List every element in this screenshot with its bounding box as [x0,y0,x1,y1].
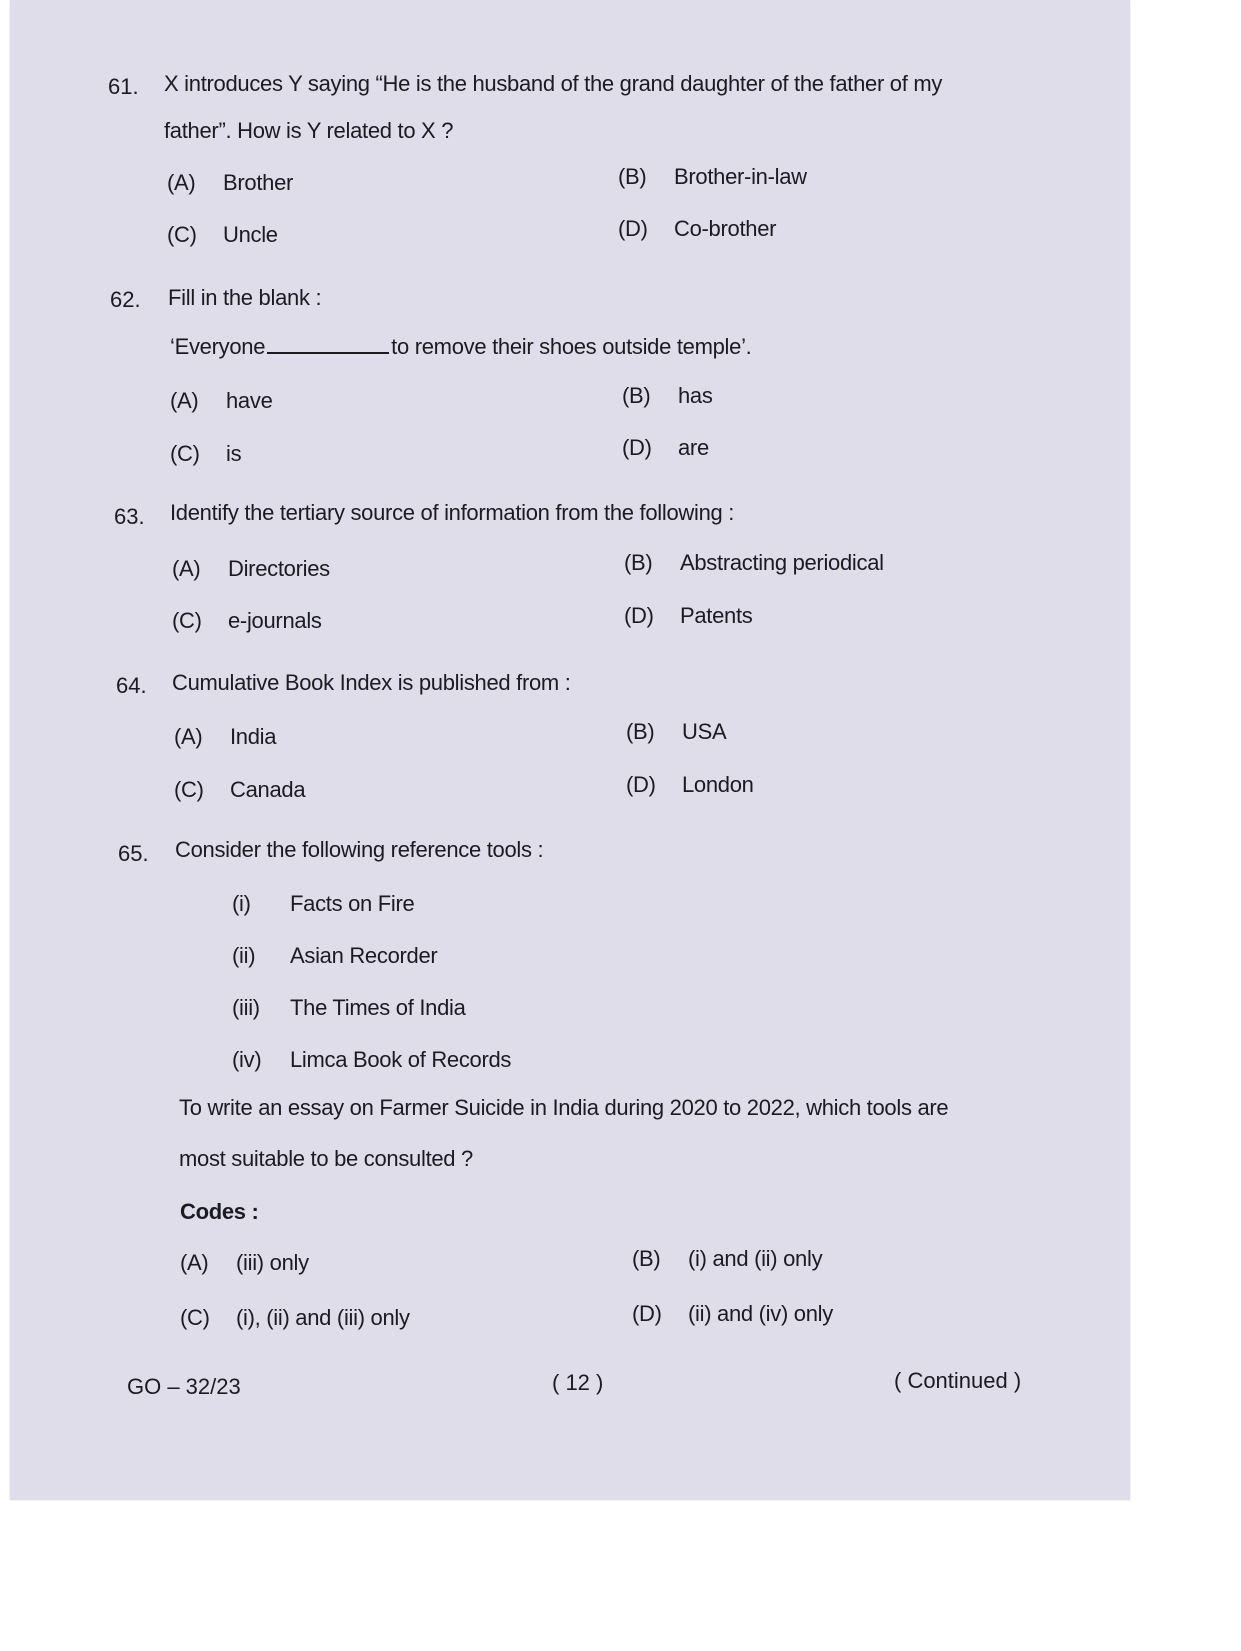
option-c [174,777,305,803]
option-c [180,1305,410,1331]
option-a [174,724,276,750]
sentence-start: ‘Everyone [170,334,266,359]
paper-code: GO – 32/23 [127,1374,241,1399]
option-a [170,388,273,414]
tool-text: Limca Book of Records [290,1047,512,1072]
option-d [618,216,776,242]
continued-label: ( Continued ) [894,1368,1022,1393]
tool-item [232,891,414,917]
option-text: Patents [680,603,753,628]
option-letter: (D) [618,216,648,241]
codes-label: Codes : [180,1199,259,1224]
tool-numeral: (iii) [232,995,260,1020]
option-letter: (A) [174,724,203,749]
question-number: 63. [114,504,145,529]
option-c [172,608,322,634]
question-number: 61. [108,74,139,99]
option-d [626,772,754,798]
tool-text: Facts on Fire [290,891,415,916]
option-d [624,603,753,629]
option-d [632,1301,833,1327]
option-letter: (C) [172,608,202,633]
fill-in-sentence [170,334,752,360]
option-text: e-journals [228,608,322,633]
option-text: Uncle [223,222,278,247]
option-text: (ii) and (iv) only [688,1301,833,1326]
option-d [622,435,709,461]
option-text: is [226,441,242,466]
question-prompt: To write an essay on Farmer Suicide in India during 2020 to 2022, which tools are [179,1095,949,1120]
tool-item [232,1047,511,1073]
option-b [624,550,884,576]
question-stem: Fill in the blank : [168,285,322,310]
option-text: USA [682,719,727,744]
option-b [622,383,713,409]
tool-numeral: (ii) [232,943,256,968]
option-text: Brother-in-law [674,164,807,189]
question-number: 64. [116,673,147,698]
question-stem: Cumulative Book Index is published from : [172,670,571,695]
tool-text: Asian Recorder [290,943,438,968]
option-letter: (C) [180,1305,210,1330]
option-letter: (B) [626,719,655,744]
option-letter: (D) [626,772,656,797]
option-a [172,556,330,582]
option-letter: (D) [624,603,654,628]
option-text: has [678,383,713,408]
option-text: (i), (ii) and (iii) only [236,1305,410,1330]
question-number: 65. [118,841,149,866]
tool-numeral: (i) [232,891,251,916]
question-stem-cont: father”. How is Y related to X ? [164,118,454,143]
option-letter: (C) [170,441,200,466]
blank-line [267,334,389,354]
option-letter: (B) [632,1246,661,1271]
option-letter: (A) [180,1250,209,1275]
option-c [167,222,278,248]
option-a [180,1250,309,1276]
option-text: Canada [230,777,306,802]
option-letter: (C) [167,222,197,247]
option-b [632,1246,822,1272]
tool-numeral: (iv) [232,1047,262,1072]
option-letter: (B) [624,550,653,575]
question-stem: X introduces Y saying “He is the husband of the grand daughter of the father of my [164,71,943,96]
option-letter: (D) [632,1301,662,1326]
option-letter: (C) [174,777,204,802]
option-letter: (A) [170,388,199,413]
option-letter: (B) [622,383,651,408]
option-a [167,170,293,196]
question-stem: Consider the following reference tools : [175,837,544,862]
tool-item [232,943,437,969]
option-text: have [226,388,273,413]
option-c [170,441,241,467]
page-number: ( 12 ) [552,1370,604,1395]
option-text: Directories [228,556,330,581]
sentence-end: to remove their shoes outside temple’. [391,334,752,359]
option-letter: (B) [618,164,647,189]
exam-page [10,0,1130,1500]
option-text: are [678,435,709,460]
tool-text: The Times of India [290,995,466,1020]
option-b [626,719,726,745]
question-number: 62. [110,287,141,312]
question-prompt-cont: most suitable to be consulted ? [179,1146,473,1171]
option-text: London [682,772,754,797]
option-letter: (D) [622,435,652,460]
option-text: (i) and (ii) only [688,1246,823,1271]
option-text: (iii) only [236,1250,309,1275]
option-letter: (A) [172,556,201,581]
option-b [618,164,807,190]
question-stem: Identify the tertiary source of information from the following : [170,500,735,525]
option-text: Abstracting periodical [680,550,884,575]
option-letter: (A) [167,170,196,195]
option-text: India [230,724,277,749]
tool-item [232,995,466,1021]
option-text: Co-brother [674,216,777,241]
option-text: Brother [223,170,294,195]
